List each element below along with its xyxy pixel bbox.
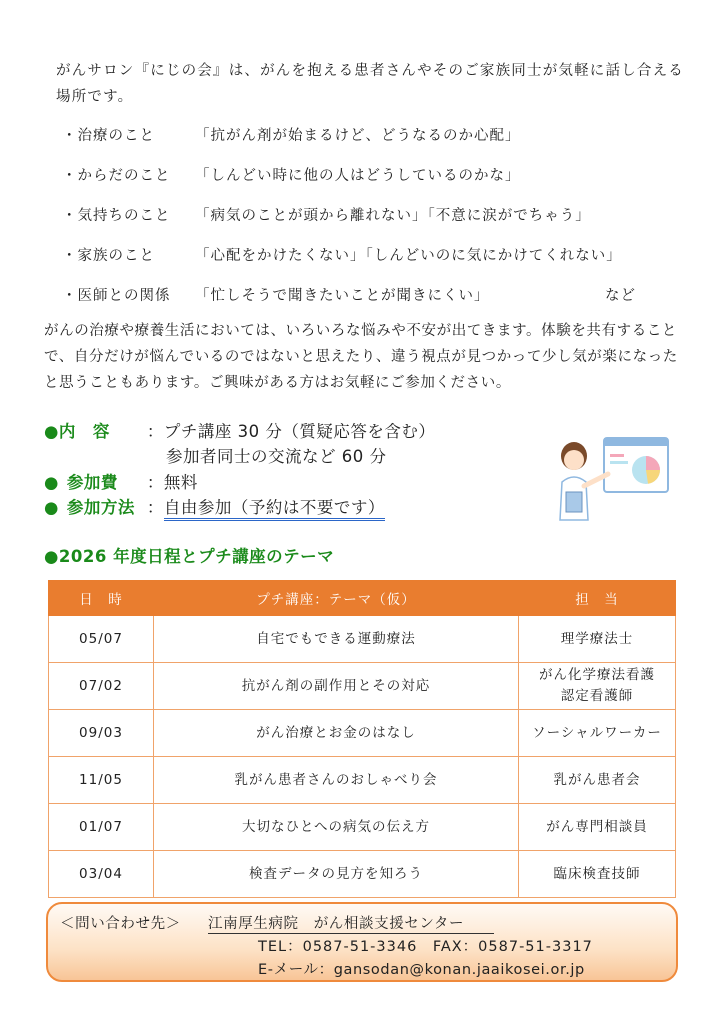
theme-cell: 大切なひとへの病気の伝え方 [154,804,519,851]
concern-quote: 「心配をかけたくない」「しんどいのに気にかけてくれない」 [195,248,622,264]
contact-label: ＜問い合わせ先＞ [60,916,181,932]
theme-cell: 抗がん剤の副作用とその対応 [154,663,519,710]
staff-line: がん化学療法看護 [539,667,655,683]
concern-category: ・家族のこと [62,248,155,264]
theme-cell: がん治療とお金のはなし [154,710,519,757]
fee-value: 無料 [163,473,198,492]
bullets-suffix: など [605,288,636,304]
schedule-table [48,580,676,898]
staff-line: 認定看護師 [560,688,634,704]
staff-line: 乳がん患者会 [553,771,641,788]
theme-cell: 自宅でもできる運動療法 [154,616,519,663]
concern-item [62,284,636,305]
contact-organization: 江南厚生病院 がん相談支援センター [208,912,494,934]
fee-label: 参加費 [66,473,118,492]
staff-cell [519,663,676,710]
content-line1: プチ講座 30 分（質疑応答を含む） [163,422,436,441]
staff-line: 臨床検査技師 [553,865,641,882]
table-row [49,851,676,898]
nurse-presenting-chart-icon [552,434,672,524]
table-row [49,710,676,757]
info-content [44,418,435,442]
header-date: 日 時 [49,581,154,616]
contact-tel-fax: TEL：0587-51-3346 FAX：0587-51-3317 [258,939,593,955]
concern-category: ・気持ちのこと [62,208,171,224]
date-cell: 05/07 [49,616,154,663]
staff-line: ソーシャルワーカー [532,724,662,741]
concern-category: ・からだのこと [62,168,171,184]
date-cell: 03/04 [49,851,154,898]
method-value: 自由参加（予約は不要です） [164,498,385,521]
bullet-dot-icon: ● [44,473,59,492]
concern-category: ・医師との関係 [62,288,171,304]
staff-line: 理学療法士 [560,630,634,647]
info-fee [44,469,198,493]
contact-box [46,902,678,982]
concern-quote: 「病気のことが頭から離れない」「不意に涙がでちゃう」 [195,208,591,224]
concern-item [62,164,521,185]
header-theme: プチ講座：テーマ（仮） [154,581,519,616]
staff-line: がん専門相談員 [546,818,648,835]
schedule-heading-text: 2026 年度日程とプチ講座のテーマ [58,547,335,566]
content-label: 内 容 [58,422,110,441]
bullet-dot-icon: ● [44,547,59,566]
colon: ： [146,498,164,517]
theme-cell: 乳がん患者さんのおしゃべり会 [154,757,519,804]
table-row [49,616,676,663]
schedule-heading [44,543,334,567]
bullet-dot-icon: ● [44,422,59,441]
concern-quote: 「忙しそうで聞きたいことが聞きにくい」 [195,288,490,304]
concern-item [62,124,521,145]
staff-cell [519,851,676,898]
concern-quote: 「抗がん剤が始まるけど、どうなるのか心配」 [195,128,521,144]
staff-cell [519,710,676,757]
bullet-dot-icon: ● [44,498,59,517]
table-row [49,757,676,804]
concern-quote: 「しんどい時に他の人はどうしているのかな」 [195,168,521,184]
date-cell: 01/07 [49,804,154,851]
header-staff: 担 当 [519,581,676,616]
table-row [49,804,676,851]
colon: ： [146,422,164,441]
date-cell: 09/03 [49,710,154,757]
staff-cell [519,757,676,804]
method-label: 参加方法 [66,498,135,517]
colon: ： [146,473,164,492]
content-line2: 参加者同士の交流など 60 分 [166,447,387,466]
intro-text: がんサロン『にじの会』は、がんを抱える患者さんやそのご家族同士が気軽に話し合える場所です。 [56,63,684,105]
contact-email[interactable]: E-メール：gansodan@konan.jaaikosei.or.jp [258,962,585,978]
table-header-row [49,581,676,616]
concern-category: ・治療のこと [62,128,155,144]
concern-item [62,204,591,225]
table-row [49,663,676,710]
staff-cell [519,804,676,851]
theme-cell: 検査データの見方を知ろう [154,851,519,898]
info-method [44,494,385,518]
concern-item [62,244,622,265]
description-paragraph: がんの治療や療養生活においては、いろいろな悩みや不安が出てきます。体験を共有することで、自分だけが悩んでいるのではないと思えたり、違う視点が見つかって少し気が楽になったと思うこともあります。ご興味がある方はお気軽にご参加ください。 [44,323,678,391]
date-cell: 07/02 [49,663,154,710]
staff-cell [519,616,676,663]
date-cell: 11/05 [49,757,154,804]
